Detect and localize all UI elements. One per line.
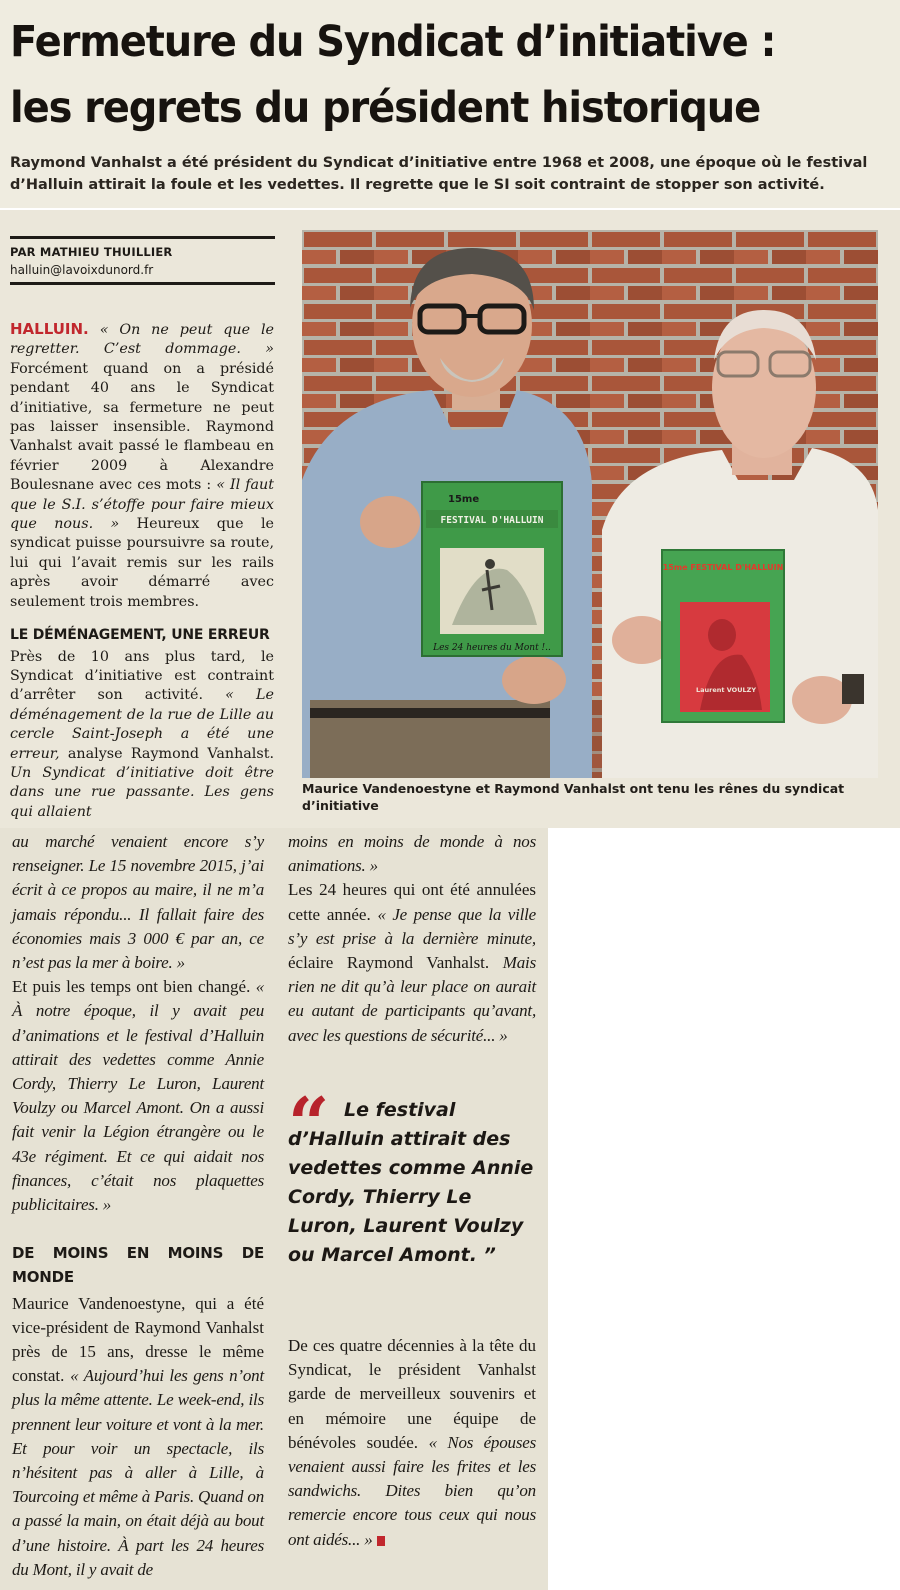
article-clipping-continued [0,828,548,1590]
article-column-3-end [288,1334,536,1552]
standfirst: Raymond Vanhalst a été président du Syndicat d’initiative entre 1968 et 2008, une époque où le festival d’Halluin attirait la foule et les vedettes. Il regrette que le SI soit contraint de stopper son activité. [10,155,868,193]
headline-line-2: les regrets du président historique [10,83,761,133]
article-clipping-main [0,210,900,828]
subhead-moins-de-monde: DE MOINS EN MOINS DE MONDE [12,1244,264,1287]
quote-text: moins en moins de monde à nos animations. » [288,832,536,876]
paragraph-7 [288,878,536,1047]
body-text: Près de 10 ans plus tard, le Syndicat d’initiative est contraint d’arrêter son activité. [10,648,274,704]
booklet2-name: Laurent VOULZY [696,686,757,694]
quote-text: Un Syndicat d’initiative doit être dans une rue passante. Les gens qui allaient [10,764,274,820]
quote-text: « Le déménagement de la rue de Lille au cercle Saint-Joseph a été une erreur, [10,687,274,762]
paragraph-3 [12,830,264,975]
quote-text: « À notre époque, il y avait peu d’animations et le festival d’Halluin attirait des vedettes comme Annie Cordy, Thierry Le Luron, Laurent Voulzy ou Marcel Amont. On a aussi fait venir la Légion étrangère ou le 43e régiment. Et ce qui aidait nos finances, c’était nos plaquettes publicitaires. » [12,977,264,1215]
byline-email: halluin@lavoixdunord.fr [10,263,154,277]
pull-quote [288,1081,538,1270]
byline-author: PAR MATHIEU THUILLIER [10,245,173,259]
article-photo [302,230,878,778]
quote-text: « Je pense que la ville s’y est prise à la dernière minute, [288,904,536,948]
booklet1-title: FESTIVAL D'HALLUIN [440,515,544,526]
body-text: Heureux que le syndicat puisse poursuivre sa route, lui qui l’avait remis sur les rails après avoir démarré avec seulement trois membres. [10,516,274,610]
body-text: éclaire Raymond Vanhalst. [288,953,503,973]
pull-quote-text: Le festival d’Halluin attirait des vedettes comme Annie Cordy, Thierry Le Luron, Laurent Voulzy ou Marcel Amont. ” [288,1099,534,1266]
body-text: analyse Raymond Vanhalst. [59,745,274,762]
photo-illustration [302,230,878,778]
byline [10,236,275,285]
subhead-demenagement: LE DÉMÉNAGEMENT, UNE ERREUR [10,627,270,644]
body-text: De ces quatre décennies à la tête du Syndicat, le président Vanhalst garde de merveilleux souvenirs et en mémoire une équipe de bénévoles soudée. [288,1336,536,1452]
quote-text: « Il faut que le S.I. s’étoffe pour faire mieux que nous. » [10,477,274,533]
photo-caption: Maurice Vandenoestyne et Raymond Vanhalst ont tenu les rênes du syndicat d’initiative [302,781,845,813]
body-text: Et puis les temps ont bien changé. [12,977,256,997]
quote-text: « On ne peut que le regretter. C’est dommage. » [10,322,274,358]
paragraph-4 [12,975,264,1217]
booklet-festival-voulzy [662,550,784,722]
article-column-3 [288,830,536,1048]
lead-paragraph [10,320,274,612]
headline-clipping [0,0,900,208]
booklet1-footer: Les 24 heures du Mont !.. [433,643,551,653]
end-mark-icon [377,1536,385,1546]
booklet1-edition: 15me [448,494,480,505]
article-column-1 [10,320,274,822]
body-text: Forcément quand on a présidé pendant 40 ans le Syndicat d’initiative, sa fermeture ne peut pas laisser insensible. Raymond Vanhalst avait passé le flambeau en février 2009 à Alexandre Boulesnane avec ces mots : [10,360,274,494]
open-quote-icon: “ [288,1081,330,1166]
body-text: Maurice Vandenoestyne, qui a été vice-président de Raymond Vanhalst près de 15 ans, dresse le même constat. [12,1293,264,1386]
place-label: HALLUIN. [10,320,89,338]
paragraph-8 [288,1334,536,1552]
body-text: Les 24 heures qui ont été annulées cette année. [288,880,536,924]
article-column-2 [12,830,264,1582]
quote-text: Mais rien ne dit qu’à leur place on aurait eu autant de participants qu’avant, avec les questions de sécurité... » [288,953,536,1045]
quote-text: « Nos épouses venaient aussi faire les frites et les sandwichs. Dites bien qu’on remercie encore tous ceux qui nous ont aidés... » [288,1432,536,1549]
quote-text: au marché venaient encore s’y renseigner. Le 15 novembre 2015, j’ai écrit à ce propos au maire, il ne m’a jamais répondu... Il fallait faire des économies mais 3 000 € par an, ce n’est pas la mer à boire. » [12,832,264,973]
quote-text: « Aujourd’hui les gens n’ont plus la même attente. Le week-end, ils prennent leur voiture et vont à la mer. Et pour voir un spectacle, ils n’hésitent pas à aller à Lille, à Tourcoing et même à Paris. Quand on a passé la main, on était déjà au bout d’une histoire. À part les 24 heures du Mont, il y avait de [12,1366,264,1579]
booklet-festival-15 [422,482,562,656]
headline-line-1: Fermeture du Syndicat d’initiative : [10,17,776,67]
paragraph-2 [10,648,274,823]
paragraph-5 [12,1292,264,1582]
paragraph-6 [288,830,536,878]
booklet2-title: 15me FESTIVAL D'HALLUIN [662,563,784,572]
